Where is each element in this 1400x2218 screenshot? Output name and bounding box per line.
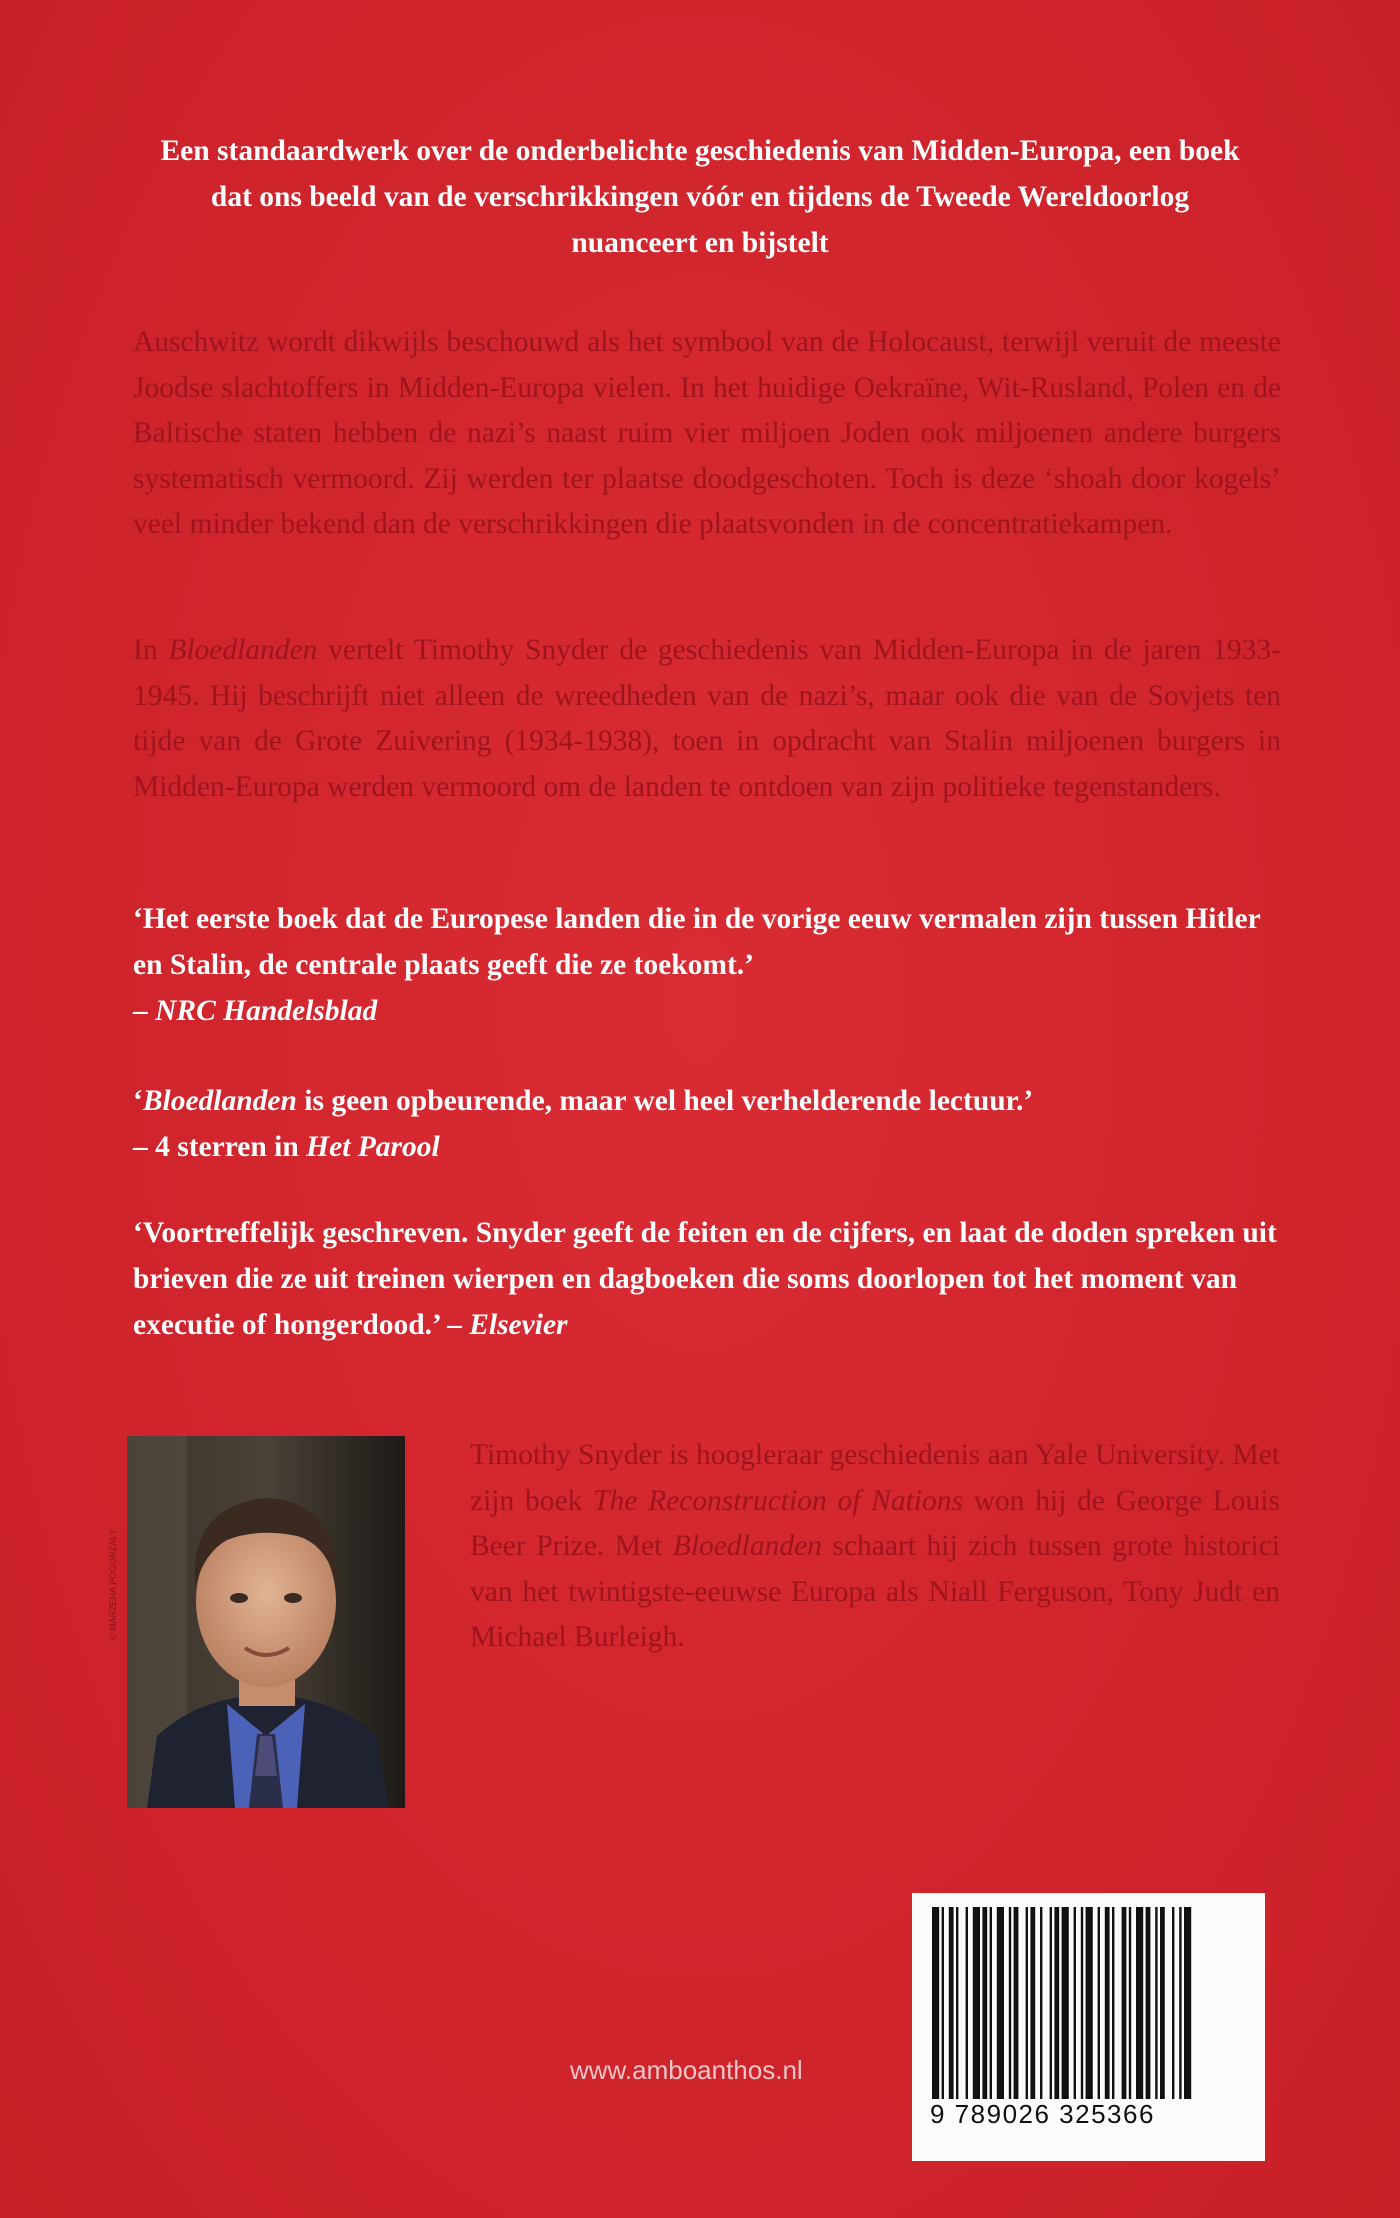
barcode-bar — [1184, 1907, 1191, 2099]
quote-text: ‘Voortreffelijk geschreven. Snyder geeft de feiten en de cijfers, en laat de doden spreken uit brieven die ze uit treinen wierpen en dagboeken die soms doorlopen tot het moment van executie of hongerdood.’ — [133, 1217, 1277, 1341]
author-photo — [127, 1436, 405, 1808]
barcode-bar — [1050, 1907, 1052, 2099]
quote-source-prefix: – — [133, 995, 156, 1027]
review-quote-2 — [133, 1078, 1283, 1170]
barcode-bar — [1136, 1907, 1143, 2099]
quote-source — [133, 1124, 1283, 1170]
quote-text: ‘Het eerste boek dat de Europese landen die in de vorige eeuw vermalen zijn tussen Hitler en Stalin, de centrale plaats geeft die ze toekomt.’ — [133, 903, 1261, 981]
photo-credit: © MARZENA POGORZALY — [108, 1529, 118, 1640]
barcode-bar — [1146, 1907, 1151, 2099]
quote-source-prefix: – 4 sterren in — [133, 1131, 307, 1163]
bio-book-title: Bloedlanden — [672, 1530, 822, 1562]
barcode-bar — [932, 1907, 939, 2099]
barcode-bar — [997, 1907, 1004, 2099]
author-portrait-image — [127, 1436, 405, 1808]
review-quote-1 — [133, 896, 1283, 1034]
quote-source-name: Elsevier — [469, 1309, 568, 1341]
description-paragraph-2 — [133, 628, 1281, 810]
barcode-bar — [966, 1907, 968, 2099]
book-title: Bloedlanden — [168, 634, 318, 666]
barcode-bar — [1030, 1907, 1035, 2099]
barcode-box — [912, 1893, 1265, 2161]
barcode-bar — [1054, 1907, 1059, 2099]
barcode-bar — [1105, 1907, 1110, 2099]
quote-source — [133, 988, 1283, 1034]
author-bio — [470, 1433, 1280, 1661]
quote-source-name: Het Parool — [306, 1131, 440, 1163]
quote-book-title: Bloedlanden — [142, 1085, 297, 1117]
paragraph-rest: vertelt Timothy Snyder de geschiedenis van Midden-Europa in de jaren 1933-1945. Hij beschrijft niet alleen de wreedheden van de nazi’s, maar ook die van de Sovjets ten tijde van de Grote Zuivering (1934-1938), toen in opdracht van Stalin miljoenen burgers in Midden-Europa werden vermoord om de landen te ontdoen van zijn politieke tegenstanders. — [133, 634, 1281, 803]
barcode-bar — [1074, 1907, 1076, 2099]
barcode-icon — [930, 1907, 1248, 2099]
barcode-bar — [1040, 1907, 1042, 2099]
tagline: Een standaardwerk over de onderbelichte geschiedenis van Midden-Europa, een boek dat ons beeld van de verschrikkingen vóór en tijdens de Tweede Wereldoorlog nuanceert en bijstelt — [160, 135, 1240, 259]
barcode-bar — [1026, 1907, 1028, 2099]
barcode-bar — [973, 1907, 980, 2099]
barcode-bar — [1129, 1907, 1131, 2099]
barcode-bar — [1062, 1907, 1069, 2099]
barcode-bar — [1155, 1907, 1157, 2099]
quote-open: ‘ — [133, 1085, 143, 1117]
barcode-bar — [1009, 1907, 1011, 2099]
quote-source-prefix: – — [447, 1309, 470, 1341]
quote-text: is geen opbeurende, maar wel heel verhelderende lectuur.’ — [296, 1085, 1034, 1117]
barcode-bar — [1179, 1907, 1181, 2099]
isbn-number: 9 789026 325366 — [930, 2099, 1155, 2129]
barcode-bar — [1098, 1907, 1100, 2099]
barcode-bar — [956, 1907, 958, 2099]
paragraph-lead: In — [133, 634, 169, 666]
bio-text: Timothy Snyder is hoogleraar geschiedenis aan Yale University. Met zijn boek — [470, 1439, 1280, 1517]
barcode-bar — [942, 1907, 944, 2099]
bio-book-title: The Reconstruction of Nations — [593, 1484, 963, 1517]
barcode-bar — [1086, 1907, 1093, 2099]
barcode-bar — [1081, 1907, 1083, 2099]
barcode-bar — [990, 1907, 992, 2099]
barcode-bar — [949, 1907, 954, 2099]
description-paragraph-1: Auschwitz wordt dikwijls beschouwd als het symbool van de Holocaust, terwijl veruit de meeste Joodse slachtoffers in Midden-Europa vielen. In het huidige Oekraïne, Wit-Rusland, Polen en de Baltische staten hebben de nazi’s naast ruim vier miljoen Joden ook miljoenen andere burgers systematisch vermoord. Zij werden ter plaatse doodgeschoten. Toch is deze ‘shoah door kogels’ veel minder bekend dan de verschrikkingen die plaatsvonden in de concentratiekampen. — [133, 326, 1281, 540]
bio-text: won hij de George Louis Beer Prize. Met — [470, 1484, 1280, 1562]
barcode-bar — [1014, 1907, 1019, 2099]
barcode-bar — [1160, 1907, 1165, 2099]
publisher-website[interactable]: www.amboanthos.nl — [570, 2055, 803, 2085]
barcode-bar — [1172, 1907, 1174, 2099]
barcode-bar — [1112, 1907, 1114, 2099]
review-quote-3 — [133, 1210, 1283, 1348]
bio-text: schaart hij zich tussen grote historici van het twintigste-eeuwse Europa als Niall Ferguson, Tony Judt en Michael Burleigh. — [470, 1530, 1280, 1653]
quote-source-name: NRC Handelsblad — [155, 995, 378, 1027]
barcode-bar — [1122, 1907, 1127, 2099]
barcode-bar — [982, 1907, 987, 2099]
